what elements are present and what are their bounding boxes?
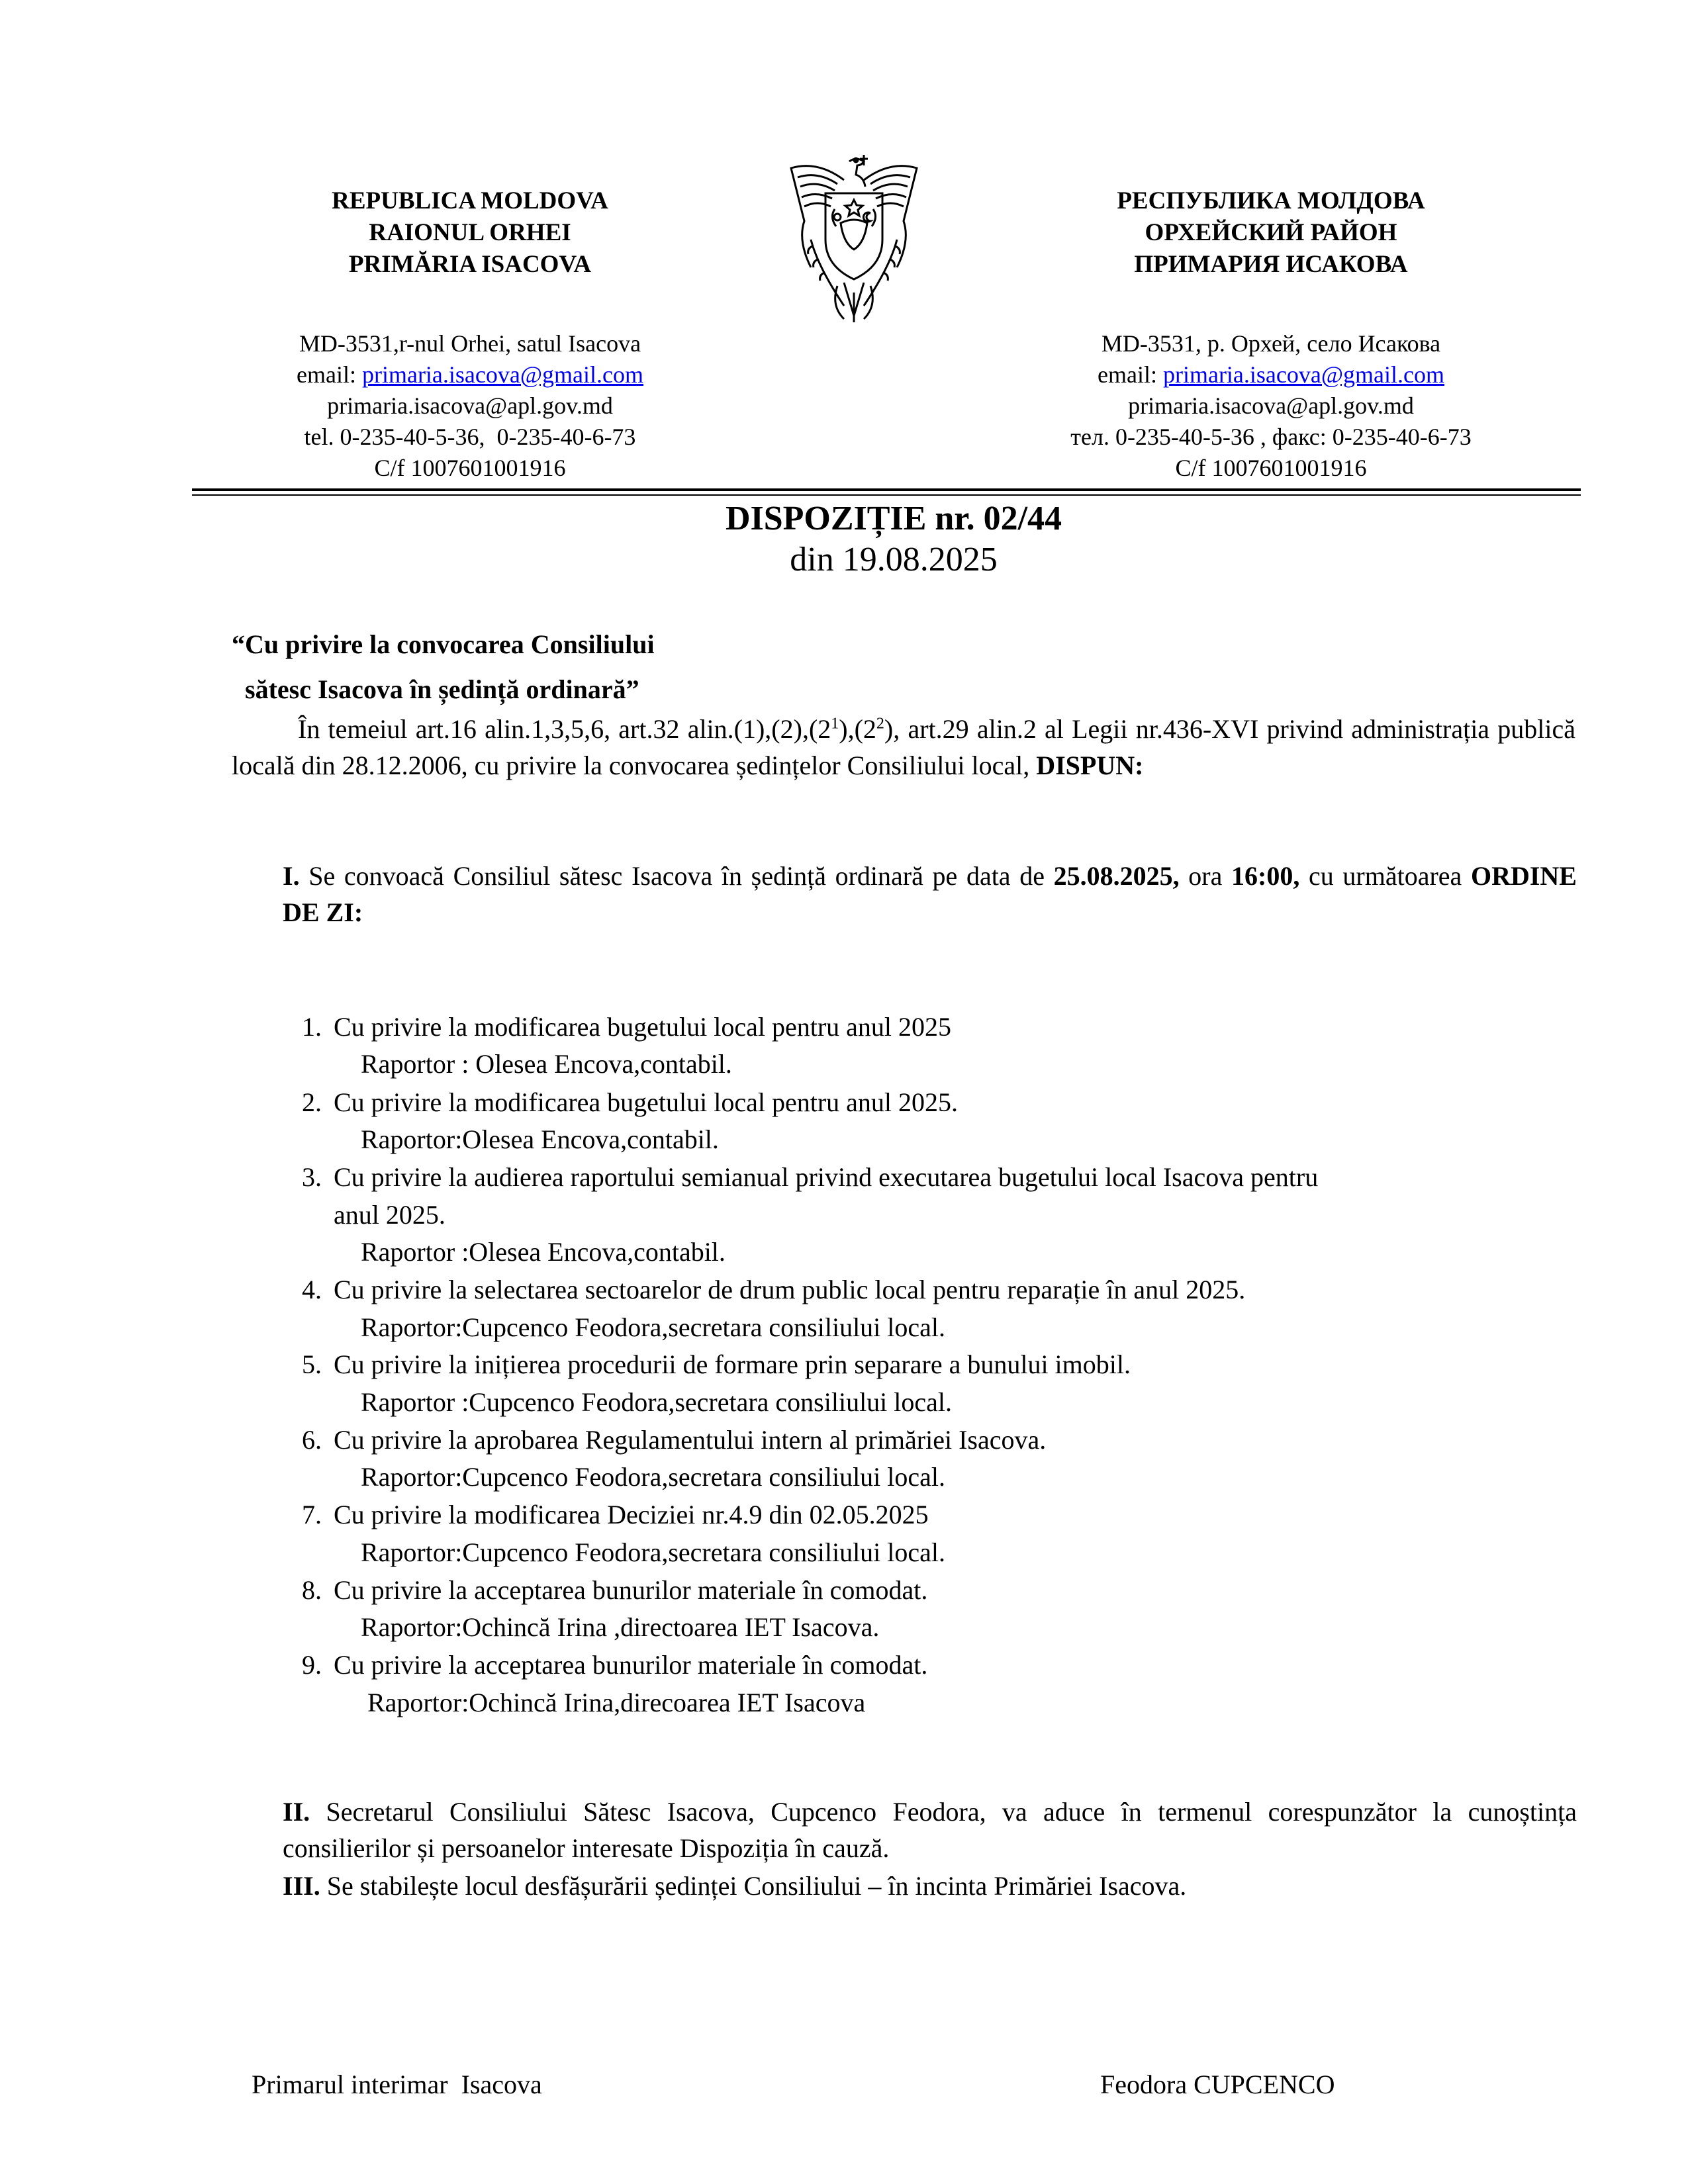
email-row-ru: email: primaria.isacova@gmail.com (1098, 361, 1444, 388)
preamble: În temeiul art.16 alin.1,3,5,6, art.32 $alin.(1),(2),(2^1),(2^2)$, art.29 alin.2 al Legii nr.436-XVI privind administrația publică locală din 28.12.2006, cu privire la convocarea ședințelor Consiliului local, DISPUN: (232, 714, 1576, 780)
district-name-ru: ОРХЕЙСКИЙ РАЙОН (1145, 219, 1397, 246)
header-divider-thin (192, 494, 1581, 496)
agenda-item-text: Cu privire la aprobarea Regulamentului intern al primăriei Isacova. (334, 1425, 1047, 1455)
agenda-item-number: 9. (302, 1650, 322, 1680)
email-link-ro[interactable]: primaria.isacova@gmail.com (361, 361, 643, 388)
agenda-item-rapporteur: Raportor:Ochincă Irina,direcoarea IET Isacova (367, 1688, 866, 1717)
section-1: I. Se convoacă Consiliul sătesc Isacova în ședință ordinară pe data de 25.08.2025, ora 16:00, cu următoarea ORDINE DE ZI: (283, 861, 1577, 927)
agenda-item-text-cont: anul 2025. (334, 1200, 445, 1230)
signature-name: Feodora CUPCENCO (1100, 2070, 1335, 2099)
country-name-ro: REPUBLICA MOLDOVA (332, 187, 608, 214)
dispun-label: DISPUN: (1036, 751, 1144, 780)
email-row-ro: email: primaria.isacova@gmail.com (297, 361, 643, 388)
contact-left (218, 328, 722, 484)
phone-ro: tel. 0-235-40-5-36, 0-235-40-6-73 (304, 424, 636, 450)
document-date: din 19.08.2025 (790, 541, 998, 578)
agenda-item-text: Cu privire la selectarea sectoarelor de drum public local pentru reparație în anul 2025. (334, 1275, 1246, 1304)
subject-line-2: sătesc Isacova în ședință ordinară” (245, 674, 639, 704)
signature-title: Primarul interimar Isacova (252, 2070, 542, 2099)
contact-right (993, 328, 1549, 484)
agenda-item-text: Cu privire la inițierea procedurii de formare prin separare a bunului imobil. (334, 1349, 1131, 1379)
agenda-item-rapporteur: Raportor:Cupcenco Feodora,secretara consiliului local. (361, 1312, 946, 1342)
country-name-ru: РЕСПУБЛИКА МОЛДОВА (1117, 187, 1425, 214)
agenda-item-number: 4. (302, 1275, 322, 1304)
document-title: DISPOZIȚIE nr. 02/44 (725, 500, 1062, 537)
coat-of-arms-moldova-icon (771, 154, 937, 329)
agenda-item-number: 2. (302, 1087, 322, 1117)
mayoralty-name-ru: ПРИМАРИЯ ИСАКОВА (1134, 251, 1408, 278)
mayoralty-name-ro: PRIMĂRIA ISACOVA (348, 251, 592, 278)
address-ro: MD-3531,r-nul Orhei, satul Isacova (299, 330, 641, 357)
district-name-ro: RAIONUL ORHEI (369, 219, 571, 246)
address-ru: MD-3531, р. Орхей, село Исакова (1101, 330, 1441, 357)
agenda-item-rapporteur: Raportor:Cupcenco Feodora,secretara consiliului local. (361, 1462, 946, 1492)
agenda-item-rapporteur: Raportor:Olesea Encova,contabil. (361, 1124, 719, 1154)
fiscal-code-ro: C/f 1007601001916 (374, 455, 566, 481)
section-2: II. Secretarul Consiliului Sătesc Isacova, Cupcenco Feodora, va aduce în termenul corespunzător la cunoștința consilierilor și persoanelor interesate Dispoziția în cauză. (283, 1797, 1577, 1863)
agenda-item-rapporteur: Raportor:Cupcenco Feodora,secretara consiliului local. (361, 1537, 946, 1567)
header-divider-thick (192, 488, 1581, 491)
agenda-item-rapporteur: Raportor :Olesea Encova,contabil. (361, 1237, 726, 1267)
header-left (252, 185, 688, 281)
agenda-item-number: 1. (302, 1012, 322, 1042)
agenda-item-text: Cu privire la modificarea bugetului local pentru anul 2025. (334, 1087, 959, 1117)
agenda-item-rapporteur: Raportor :Cupcenco Feodora,secretara consiliului local. (361, 1387, 953, 1417)
agenda-item-number: 7. (302, 1500, 322, 1529)
subject-line-1: “Cu privire la convocarea Consiliului (232, 629, 655, 659)
agenda-item-number: 5. (302, 1349, 322, 1379)
agenda-item-text: Cu privire la audierea raportului semianual privind executarea bugetului local Isacova pentru (334, 1162, 1319, 1192)
email2-ro: primaria.isacova@apl.gov.md (327, 392, 613, 419)
email2-ru: primaria.isacova@apl.gov.md (1128, 392, 1414, 419)
email-link-ru[interactable]: primaria.isacova@gmail.com (1162, 361, 1444, 388)
section-3: III. Se stabilește locul desfășurării ședinței Consiliului – în incinta Primăriei Isacova. (283, 1871, 1187, 1901)
document-subject (232, 622, 1158, 712)
agenda-item-number: 6. (302, 1425, 322, 1455)
agenda-item-text: Cu privire la acceptarea bunurilor materiale în comodat. (334, 1650, 928, 1680)
fiscal-code-ru: C/f 1007601001916 (1175, 455, 1367, 481)
agenda-item-number: 3. (302, 1162, 322, 1192)
phone-ru: тел. 0-235-40-5-36 , факс: 0-235-40-6-73 (1070, 424, 1472, 450)
agenda-item-number: 8. (302, 1575, 322, 1605)
agenda-item-rapporteur: Raportor : Olesea Encova,contabil. (361, 1049, 732, 1079)
agenda-item-rapporteur: Raportor:Ochincă Irina ,directoarea IET Isacova. (361, 1612, 880, 1642)
agenda-item-text: Cu privire la modificarea Deciziei nr.4.9 din 02.05.2025 (334, 1500, 929, 1529)
agenda-item-text: Cu privire la acceptarea bunurilor materiale în comodat. (334, 1575, 928, 1605)
agenda-item-text: Cu privire la modificarea bugetului local pentru anul 2025 (334, 1012, 952, 1042)
header-right (1033, 185, 1509, 281)
